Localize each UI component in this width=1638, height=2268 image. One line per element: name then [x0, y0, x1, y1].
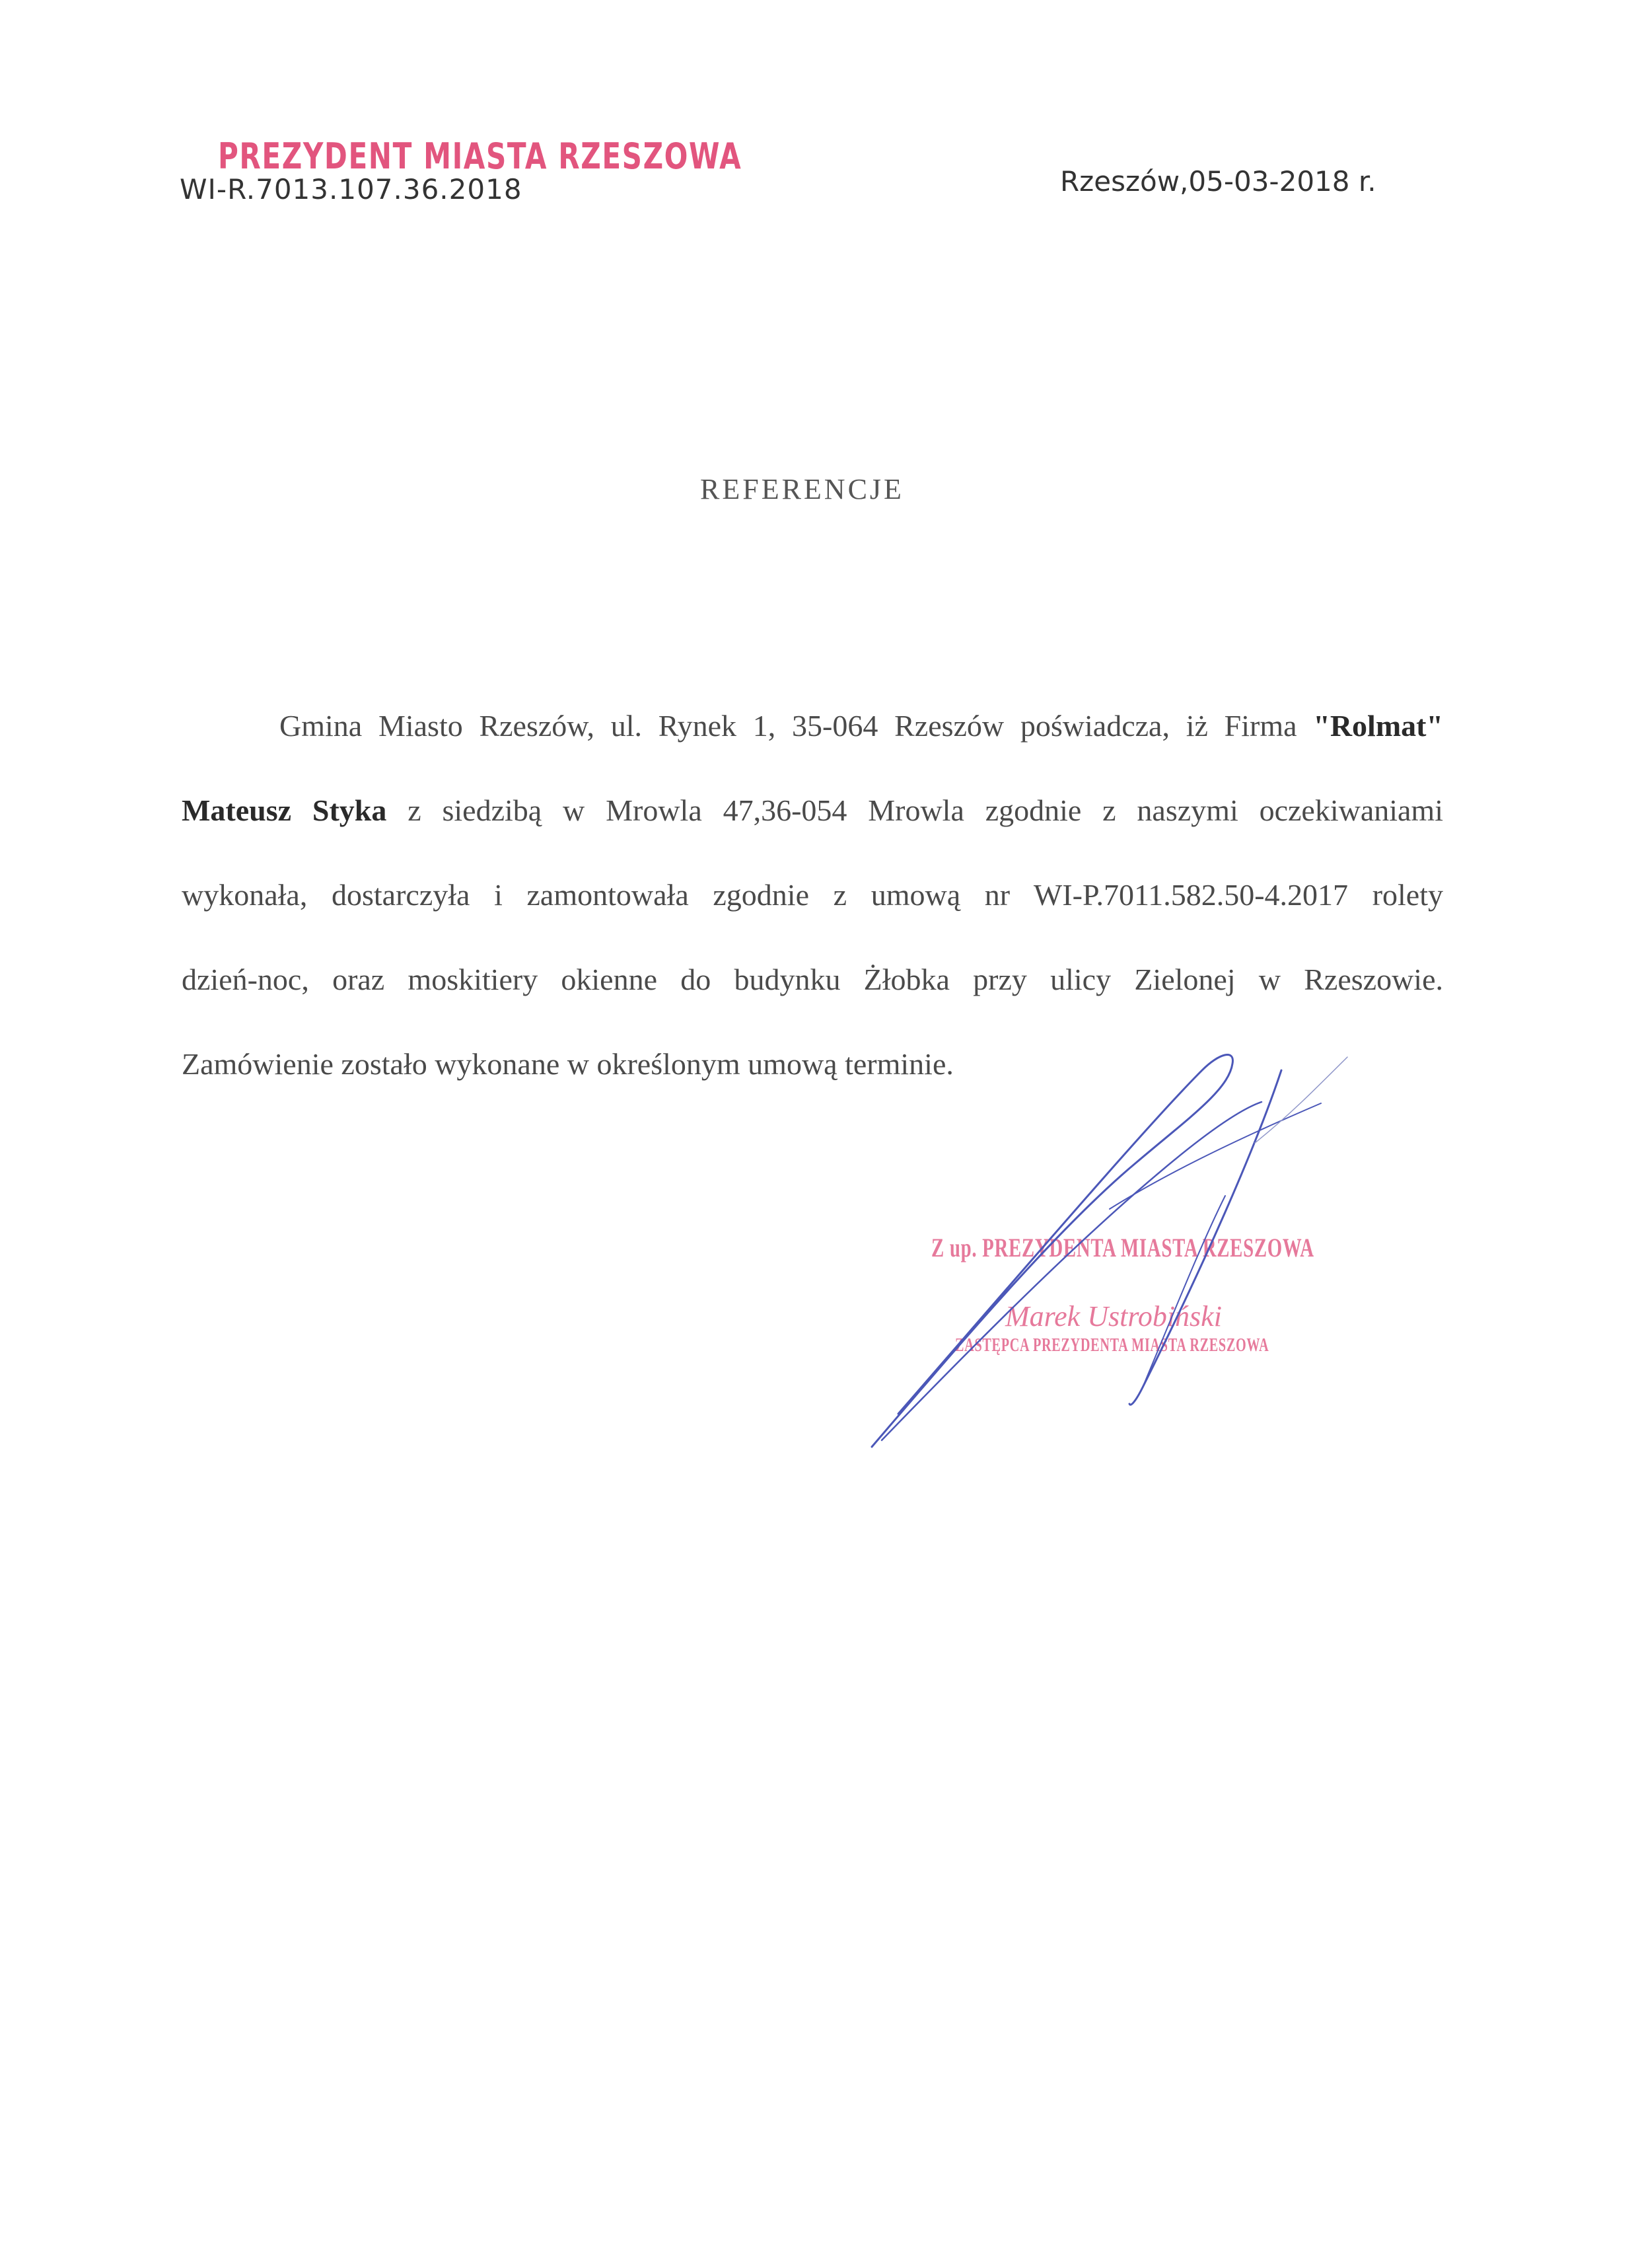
reference-number: WI-R.7013.107.36.2018	[180, 173, 522, 205]
owner-name: Mateusz Styka	[182, 793, 387, 827]
handwritten-signature	[859, 1044, 1361, 1467]
signature-stamp-name: Marek Ustrobiński	[1005, 1300, 1222, 1333]
signature-stamp-line-1: Z up. PREZYDENTA MIASTA RZESZOWA	[931, 1233, 1314, 1262]
document-title: REFERENCJE	[700, 473, 904, 505]
signature-stamp-title: ZASTĘPCA PREZYDENTA MIASTA RZESZOWA	[955, 1335, 1269, 1356]
body-line-5: Zamówienie zostało wykonane w określonym umową terminie.	[182, 1047, 954, 1081]
body-line-1-text: Gmina Miasto Rzeszów, ul. Rynek 1, 35-064 Rzeszów poświadcza, iż Firma	[279, 709, 1314, 743]
body-line-4: dzień-noc, oraz moskitiery okienne do budynku Żłobka przy ulicy Zielonej w Rzeszowie.	[182, 963, 1443, 996]
body-paragraph	[182, 684, 1443, 1107]
body-line-1	[182, 684, 1443, 768]
company-name: "Rolmat"	[1313, 709, 1443, 743]
body-line-2	[182, 768, 1443, 853]
body-line-2-text: z siedzibą w Mrowla 47,36-054 Mrowla zgodnie z naszymi oczekiwaniami	[386, 793, 1443, 827]
body-line-3: wykonała, dostarczyła i zamontowała zgodnie z umową nr WI-P.7011.582.50-4.2017 rolety	[182, 878, 1443, 912]
issuer-stamp: PREZYDENT MIASTA RZESZOWA	[218, 135, 742, 177]
place-and-date: Rzeszów,05-03-2018 r.	[1060, 165, 1376, 198]
